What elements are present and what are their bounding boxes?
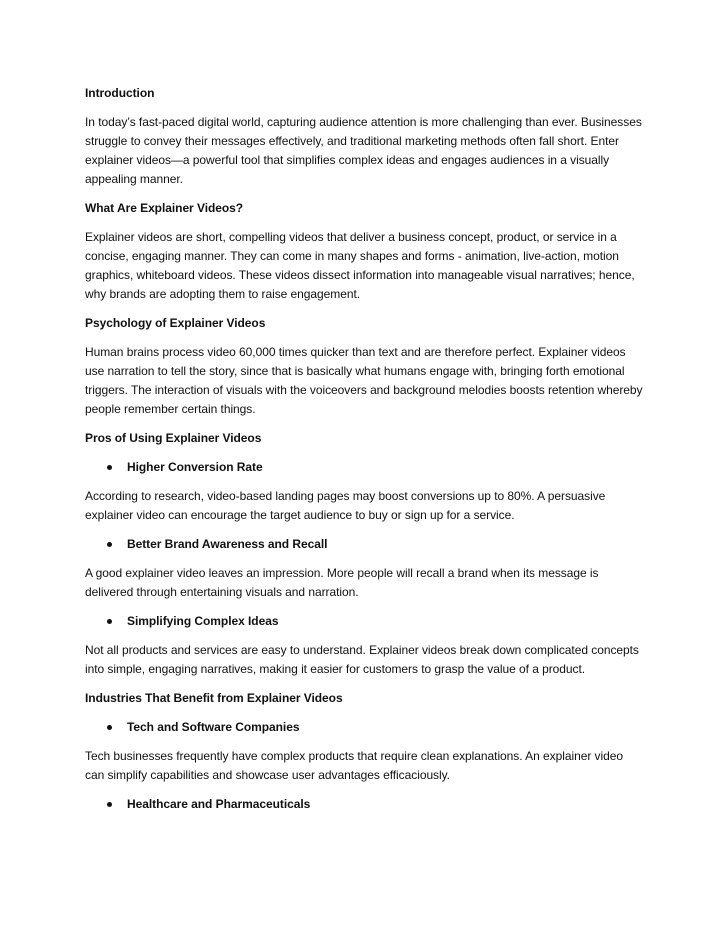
bullet-item-simplifying-complex-ideas — [85, 612, 645, 631]
bullet-icon — [85, 718, 127, 737]
bullet-title: Tech and Software Companies — [127, 720, 300, 734]
heading-psychology: Psychology of Explainer Videos — [85, 316, 266, 330]
paragraph-tech-software: Tech businesses frequently have complex products that require clean explanations. An explainer video can simplify capabilities and showcase user advantages efficaciously. — [85, 749, 623, 782]
bullet-title: Higher Conversion Rate — [127, 460, 263, 474]
bullet-item-higher-conversion-rate — [85, 458, 645, 477]
heading-industries: Industries That Benefit from Explainer Videos — [85, 691, 343, 705]
paragraph-brand-awareness: A good explainer video leaves an impression. More people will recall a brand when its message is delivered through entertaining visuals and narration. — [85, 566, 599, 599]
bullet-title: Healthcare and Pharmaceuticals — [127, 797, 311, 811]
bullet-title: Simplifying Complex Ideas — [127, 614, 279, 628]
bullet-icon — [85, 458, 127, 477]
bullet-item-healthcare-pharmaceuticals — [85, 795, 645, 814]
bullet-item-tech-software — [85, 718, 645, 737]
paragraph-introduction: In today’s fast-paced digital world, capturing audience attention is more challenging than ever. Businesses struggle to convey their messages effectively, and traditional marketing methods often fall short. Enter explainer videos—a powerful tool that simplifies complex ideas and engages audiences in a visually appealing manner. — [85, 115, 642, 186]
document-page — [85, 84, 645, 824]
bullet-item-brand-awareness — [85, 535, 645, 554]
paragraph-simplifying-complex-ideas: Not all products and services are easy to understand. Explainer videos break down complicated concepts into simple, engaging narratives, making it easier for customers to grasp the value of a product. — [85, 643, 639, 676]
paragraph-psychology: Human brains process video 60,000 times quicker than text and are therefore perfect. Explainer videos use narration to tell the story, since that is basically what humans engage with, bringing forth emotional triggers. The interaction of visuals with the voiceovers and background melodies boosts retention whereby people remember certain things. — [85, 345, 643, 416]
heading-pros: Pros of Using Explainer Videos — [85, 431, 262, 445]
heading-introduction: Introduction — [85, 86, 155, 100]
bullet-icon — [85, 795, 127, 814]
paragraph-what-are-explainer-videos: Explainer videos are short, compelling videos that deliver a business concept, product, or service in a concise, engaging manner. They can come in many shapes and forms - animation, live-action, motion graphics, whiteboard videos. These videos dissect information into manageable visual narratives; hence, why brands are adopting them to raise engagement. — [85, 230, 635, 301]
heading-what-are-explainer-videos: What Are Explainer Videos? — [85, 201, 244, 215]
paragraph-higher-conversion-rate: According to research, video-based landing pages may boost conversions up to 80%. A persuasive explainer video can encourage the target audience to buy or sign up for a service. — [85, 489, 606, 522]
bullet-icon — [85, 612, 127, 631]
bullet-icon — [85, 535, 127, 554]
bullet-title: Better Brand Awareness and Recall — [127, 537, 328, 551]
